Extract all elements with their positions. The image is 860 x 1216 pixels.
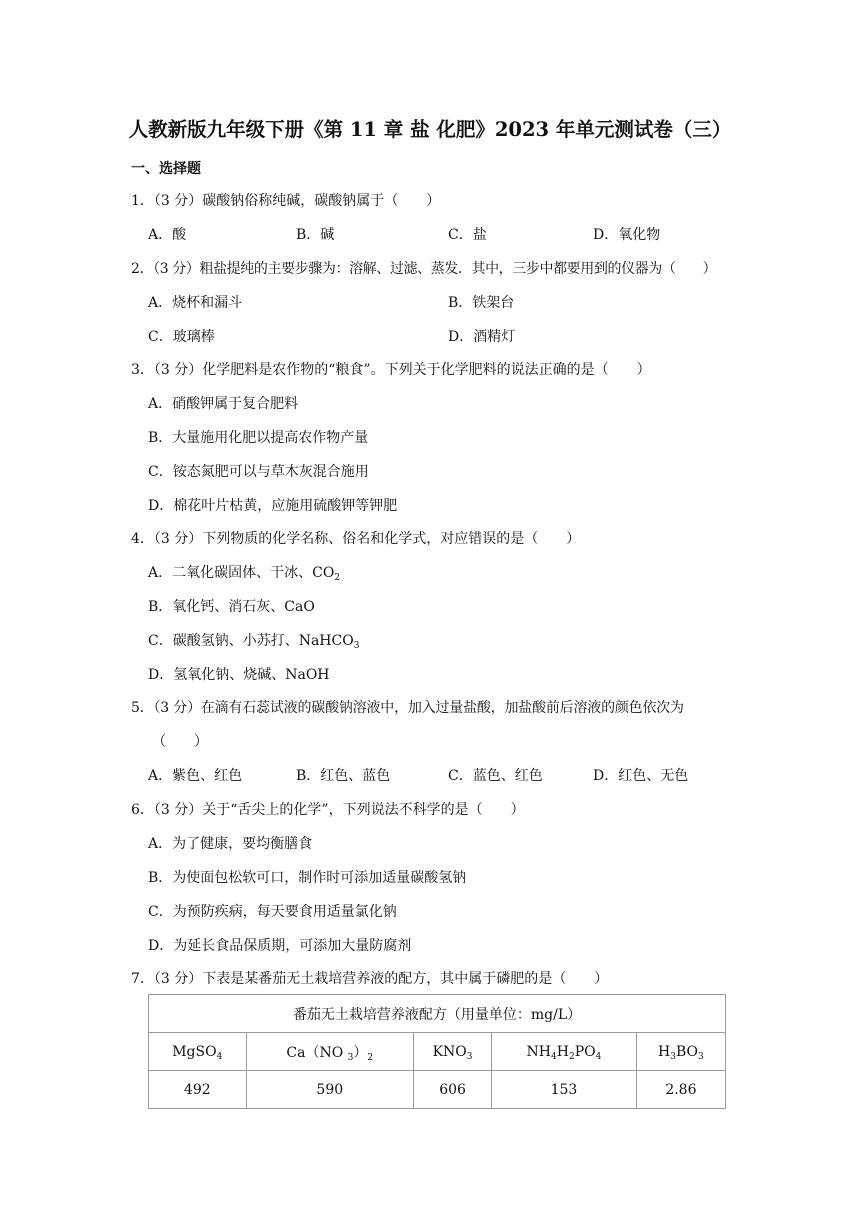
q3-option-b: B．大量施用化肥以提高农作物产量 — [148, 430, 369, 446]
question-7-stem: 7．（3 分）下表是某番茄无土栽培营养液的配方，其中属于磷肥的是（ ） — [131, 971, 609, 987]
q6-option-c: C．为预防疾病，每天要食用适量氯化钠 — [148, 904, 397, 920]
table-caption: 番茄无土栽培营养液配方（用量单位：mg/L） — [149, 995, 726, 1033]
value-nh4h2po4: 153 — [492, 1071, 637, 1109]
q1-option-a: A．酸 — [148, 227, 187, 243]
header-mgso4: MgSO$_4$ — [149, 1033, 247, 1071]
table-caption-row — [149, 995, 726, 1033]
q4-option-a: A．二氧化碳固体、干冰、$CO_2$ — [148, 565, 341, 583]
value-kno3: 606 — [414, 1071, 492, 1109]
value-h3bo3: 2.86 — [636, 1071, 725, 1109]
q2-option-a: A．烧杯和漏斗 — [148, 295, 243, 311]
question-1-stem: 1．（3 分）碳酸钠俗称纯碱，碳酸钠属于（ ） — [131, 193, 441, 209]
section-heading: 一、选择题 — [131, 161, 201, 177]
q2-option-c: C．玻璃棒 — [148, 329, 215, 345]
q5-option-b: B．红色、蓝色 — [296, 768, 391, 784]
value-ca-no3-2: 590 — [246, 1071, 413, 1109]
question-3-stem: 3．（3 分）化学肥料是农作物的“粮食”。下列关于化学肥料的说法正确的是（ ） — [131, 362, 651, 378]
header-h3bo3: $H_3BO_3$ — [636, 1033, 725, 1071]
q1-option-b: B．碱 — [296, 227, 335, 243]
header-kno3: $KNO_3$ — [414, 1033, 492, 1071]
q2-option-b: B．铁架台 — [448, 295, 515, 311]
q3-option-d: D．棉花叶片枯黄，应施用硫酸钾等钾肥 — [148, 498, 398, 514]
q4-option-c: C．碳酸氢钠、小苏打、NaHCO$_3$ — [148, 633, 360, 651]
q6-option-d: D．为延长食品保质期，可添加大量防腐剂 — [148, 938, 412, 954]
q1-option-c: C．盐 — [448, 227, 487, 243]
q1-option-d: D．氧化物 — [593, 227, 661, 243]
question-6-stem: 6．（3 分）关于“舌尖上的化学”，下列说法不科学的是（ ） — [131, 802, 525, 818]
question-2-stem: 2．（3 分）粗盐提纯的主要步骤为：溶解、过滤、蒸发．其中，三步中都要用到的仪器为（ ） — [131, 261, 717, 277]
question-5-stem-continuation: （ ） — [152, 734, 208, 750]
q3-option-c: C．铵态氮肥可以与草木灰混合施用 — [148, 464, 369, 480]
value-mgso4: 492 — [149, 1071, 247, 1109]
q5-option-c: C．蓝色、红色 — [448, 768, 543, 784]
q4-option-d: D．氢氧化钠、烧碱、NaOH — [148, 667, 330, 683]
q5-option-a: A．紫色、红色 — [148, 768, 243, 784]
header-nh4h2po4: $NH_4H_2PO_4$ — [492, 1033, 637, 1071]
q6-option-b: B．为使面包松软可口，制作时可添加适量碳酸氢钠 — [148, 870, 467, 886]
question-5-stem: 5．（3 分）在滴有石蕊试液的碳酸钠溶液中，加入过量盐酸，加盐酸前后溶液的颜色依次为 — [131, 700, 684, 716]
table-header-row — [149, 1033, 726, 1071]
q2-option-d: D．酒精灯 — [448, 329, 516, 345]
table-row — [149, 1071, 726, 1109]
q6-option-a: A．为了健康，要均衡膳食 — [148, 836, 313, 852]
q4-option-b: B．氧化钙、消石灰、CaO — [148, 599, 315, 615]
q3-option-a: A．硝酸钾属于复合肥料 — [148, 396, 299, 412]
document-title: 人教新版九年级下册《第 11 章 盐 化肥》2023 年单元测试卷（三） — [128, 118, 732, 141]
nutrient-solution-table — [148, 994, 726, 1109]
question-4-stem: 4．（3 分）下列物质的化学名称、俗名和化学式，对应错误的是（ ） — [131, 531, 581, 547]
header-ca-no3-2: Ca（NO $_3)_2$ — [246, 1033, 413, 1071]
q5-option-d: D．红色、无色 — [593, 768, 689, 784]
